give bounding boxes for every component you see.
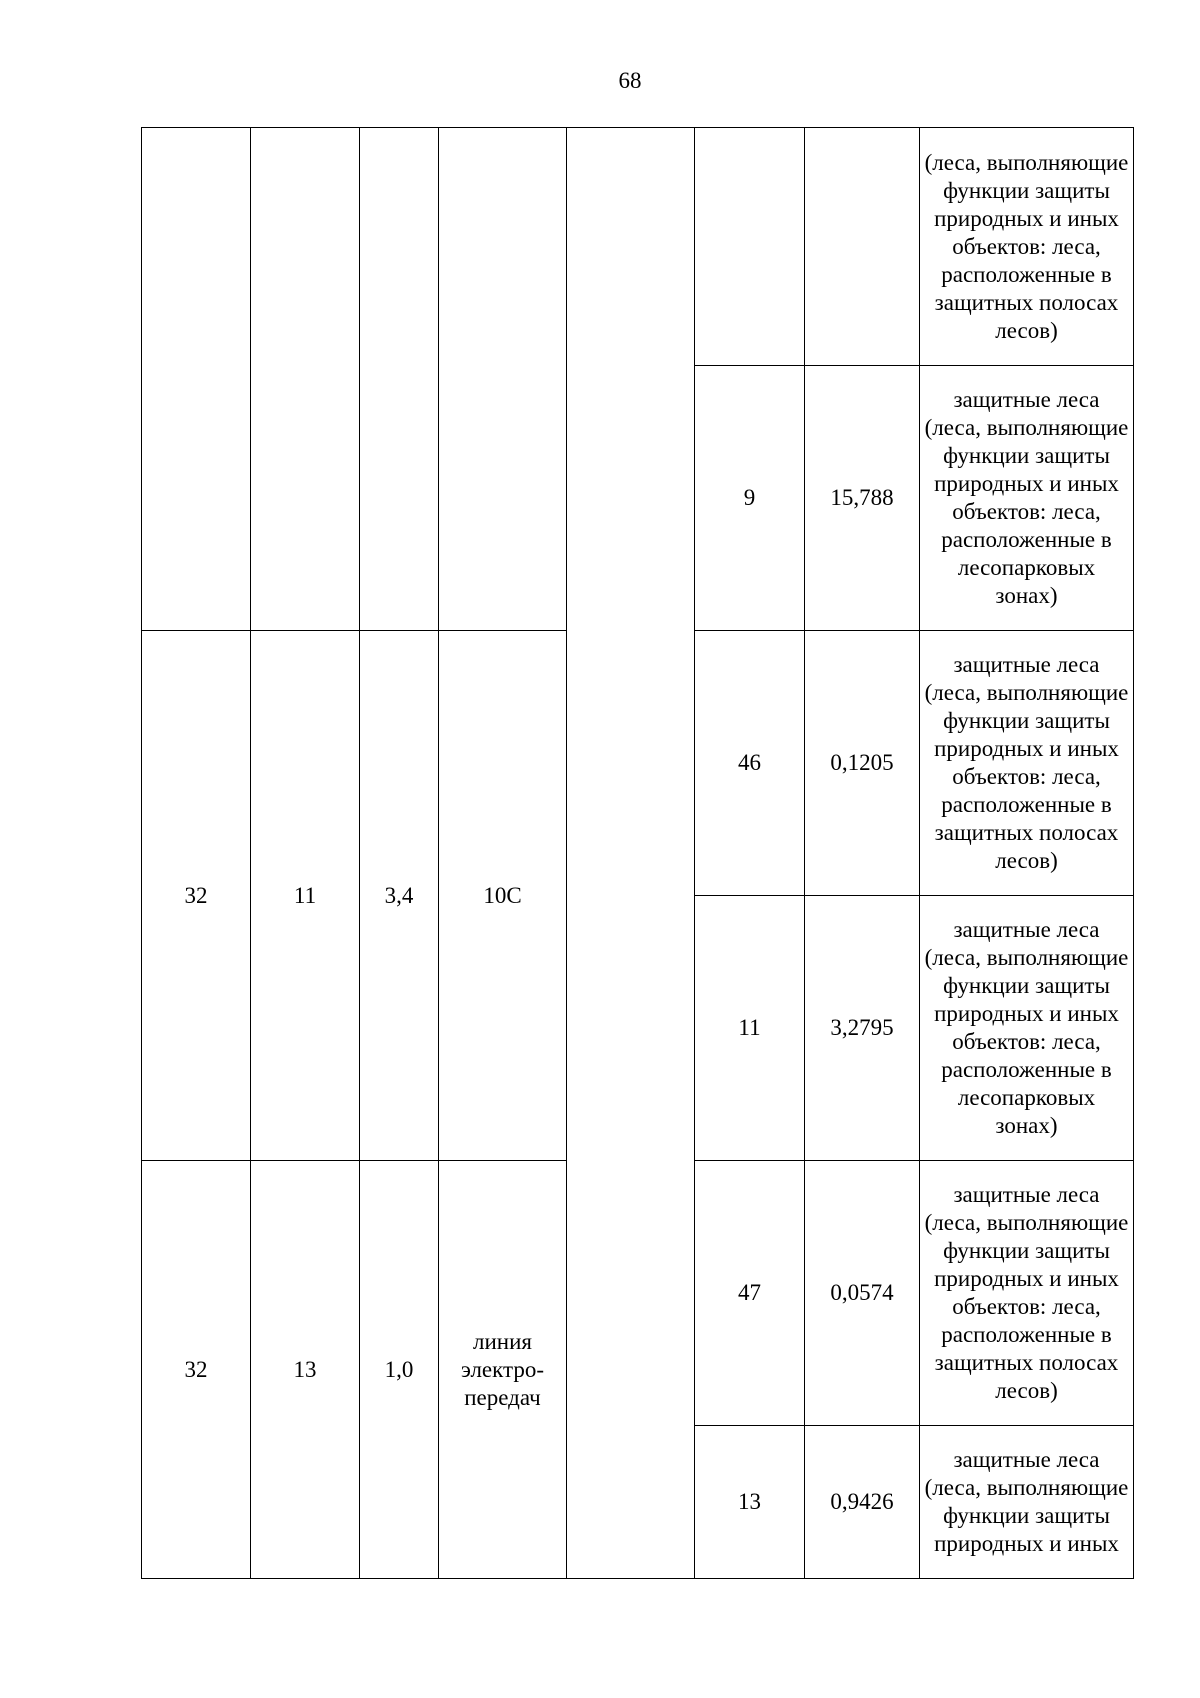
cell-sub-area: 15,788	[805, 366, 920, 631]
cell-area: 1,0	[360, 1161, 439, 1579]
cell-sub-area	[805, 128, 920, 366]
cell-vydel: 11	[251, 631, 360, 1161]
cell-sub-vydel: 9	[695, 366, 805, 631]
cell-area	[360, 128, 439, 631]
cell-description: защитные леса (леса, выполняющие функции защиты природных и иных объектов: леса, расположенные в лесопарковых зонах)	[920, 366, 1134, 631]
cell-sub-area: 0,9426	[805, 1426, 920, 1579]
cell-sub-vydel: 11	[695, 896, 805, 1161]
cell-sub-area: 0,1205	[805, 631, 920, 896]
table-row	[142, 128, 1134, 366]
cell-sub-area: 0,0574	[805, 1161, 920, 1426]
cell-sub-area: 3,2795	[805, 896, 920, 1161]
cell-sub-vydel: 47	[695, 1161, 805, 1426]
cell-description: защитные леса (леса, выполняющие функции защиты природных и иных	[920, 1426, 1134, 1579]
cell-description: защитные леса (леса, выполняющие функции защиты природных и иных объектов: леса, расположенные в лесопарковых зонах)	[920, 896, 1134, 1161]
cell-sub-vydel	[695, 128, 805, 366]
cell-description: (леса, выполняющие функции защиты природных и иных объектов: леса, расположенные в защитных полосах лесов)	[920, 128, 1134, 366]
cell-kv: 32	[142, 631, 251, 1161]
cell-kv: 32	[142, 1161, 251, 1579]
cell-species: 10С	[439, 631, 567, 1161]
cell-kv	[142, 128, 251, 631]
cell-empty-column	[567, 128, 695, 1579]
cell-description: защитные леса (леса, выполняющие функции защиты природных и иных объектов: леса, расположенные в защитных полосах лесов)	[920, 1161, 1134, 1426]
page-number: 68	[618, 68, 642, 93]
cell-vydel: 13	[251, 1161, 360, 1579]
cell-sub-vydel: 13	[695, 1426, 805, 1579]
cell-species	[439, 128, 567, 631]
forest-allotment-table	[141, 127, 1134, 1579]
cell-area: 3,4	[360, 631, 439, 1161]
cell-vydel	[251, 128, 360, 631]
cell-description: защитные леса (леса, выполняющие функции защиты природных и иных объектов: леса, расположенные в защитных полосах лесов)	[920, 631, 1134, 896]
cell-sub-vydel: 46	[695, 631, 805, 896]
cell-species: линия электро-передач	[439, 1161, 567, 1579]
